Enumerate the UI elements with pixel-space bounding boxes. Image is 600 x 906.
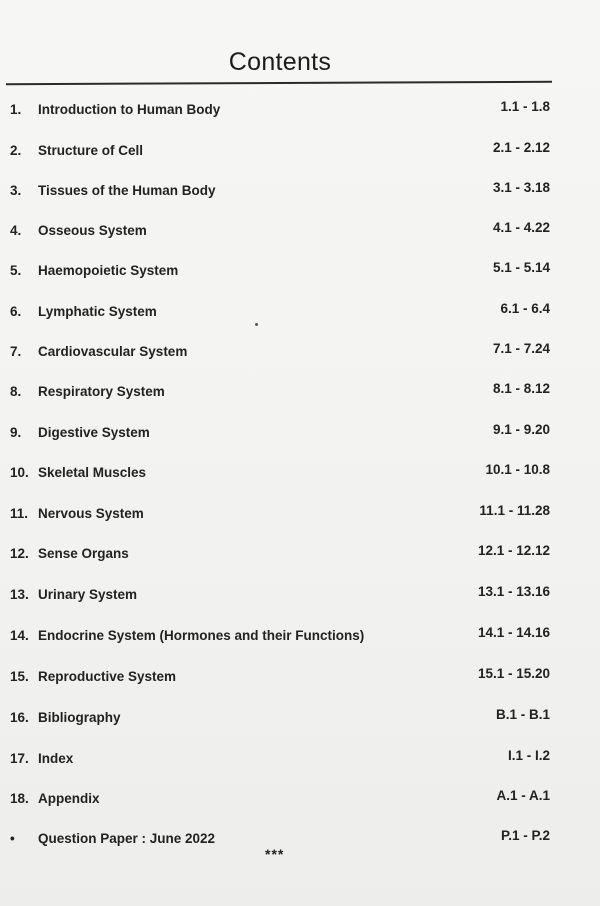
- entry-number: 6.: [10, 304, 22, 319]
- toc-entry: [10, 707, 550, 732]
- toc-entry: [10, 503, 550, 528]
- toc-entry: [10, 99, 550, 124]
- entry-title: Introduction to Human Body: [38, 102, 221, 117]
- entry-title: Bibliography: [38, 710, 121, 725]
- entry-pages: 5.1 - 5.14: [492, 260, 550, 275]
- toc-entry: [10, 381, 550, 406]
- entry-number: 9.: [10, 425, 22, 440]
- entry-number: 5.: [10, 263, 22, 278]
- entry-title: Endocrine System (Hormones and their Functions): [38, 628, 365, 643]
- entry-pages: 4.1 - 4.22: [492, 220, 550, 235]
- entry-pages: P.1 - P.2: [500, 828, 550, 843]
- entry-pages: 8.1 - 8.12: [492, 381, 550, 396]
- toc-entry: [10, 666, 550, 691]
- entry-title: Appendix: [38, 791, 100, 806]
- entry-title: Question Paper : June 2022: [38, 831, 216, 846]
- entry-number: 1.: [10, 102, 22, 117]
- entry-title: Structure of Cell: [38, 143, 144, 158]
- toc-entry: [10, 543, 550, 568]
- entry-number: 18.: [10, 791, 29, 806]
- entry-number: 17.: [10, 751, 29, 766]
- toc-entry: [10, 584, 550, 609]
- entry-pages: 6.1 - 6.4: [500, 301, 550, 316]
- entry-title: Lymphatic System: [38, 304, 157, 319]
- entry-number: 12.: [10, 546, 29, 561]
- entry-title: Haemopoietic System: [38, 263, 179, 278]
- toc-entry: [10, 180, 550, 205]
- entry-title: Sense Organs: [38, 546, 129, 561]
- toc-entry: [10, 140, 550, 165]
- entry-pages: 2.1 - 2.12: [492, 140, 550, 155]
- entry-number: 2.: [10, 143, 22, 158]
- entry-title: Skeletal Muscles: [38, 465, 147, 480]
- entry-number: 15.: [10, 669, 29, 684]
- entry-number: 7.: [10, 344, 22, 359]
- entry-pages: I.1 - I.2: [507, 748, 550, 763]
- entry-title: Urinary System: [38, 587, 138, 602]
- entry-title: Cardiovascular System: [38, 344, 188, 359]
- entry-pages: 7.1 - 7.24: [492, 341, 550, 356]
- entry-number: 8.: [10, 384, 22, 399]
- toc-entry: [10, 462, 550, 487]
- entry-pages: 12.1 - 12.12: [477, 543, 550, 558]
- entry-pages: 14.1 - 14.16: [477, 625, 550, 640]
- entry-pages: 15.1 - 15.20: [477, 666, 550, 681]
- toc-entry: [10, 625, 550, 650]
- entry-title: Reproductive System: [38, 669, 177, 684]
- toc-entry: [10, 422, 550, 447]
- entry-number: 3.: [10, 183, 22, 198]
- entry-pages: 11.1 - 11.28: [479, 503, 550, 518]
- entry-title: Digestive System: [38, 425, 150, 440]
- page-title: Contents: [228, 48, 332, 76]
- entry-number: 11.: [10, 506, 29, 521]
- entry-title: Respiratory System: [38, 384, 165, 399]
- entry-pages: 3.1 - 3.18: [492, 180, 550, 195]
- bullet-marker: •: [10, 831, 15, 846]
- toc-entry: [10, 220, 550, 245]
- entry-title: Osseous System: [38, 223, 147, 238]
- entry-number: 13.: [10, 587, 29, 602]
- entry-number: 4.: [10, 223, 22, 238]
- entry-pages: A.1 - A.1: [496, 788, 550, 803]
- entry-pages: 13.1 - 13.16: [477, 584, 550, 599]
- entry-pages: B.1 - B.1: [495, 707, 550, 722]
- entry-number: 14.: [10, 628, 29, 643]
- toc-entry: [10, 341, 550, 366]
- entry-pages: 1.1 - 1.8: [500, 99, 550, 114]
- entry-number: 16.: [10, 710, 29, 725]
- entry-number: 10.: [10, 465, 29, 480]
- entry-pages: 10.1 - 10.8: [485, 462, 550, 477]
- entry-pages: 9.1 - 9.20: [492, 422, 550, 437]
- toc-entry: [10, 301, 550, 326]
- entry-title: Index: [38, 751, 74, 766]
- entry-title: Nervous System: [38, 506, 144, 521]
- toc-entry: [10, 788, 550, 813]
- toc-entry: [10, 260, 550, 285]
- end-mark: ***: [265, 846, 285, 862]
- entry-title: Tissues of the Human Body: [38, 183, 216, 198]
- toc-entry: [10, 748, 550, 773]
